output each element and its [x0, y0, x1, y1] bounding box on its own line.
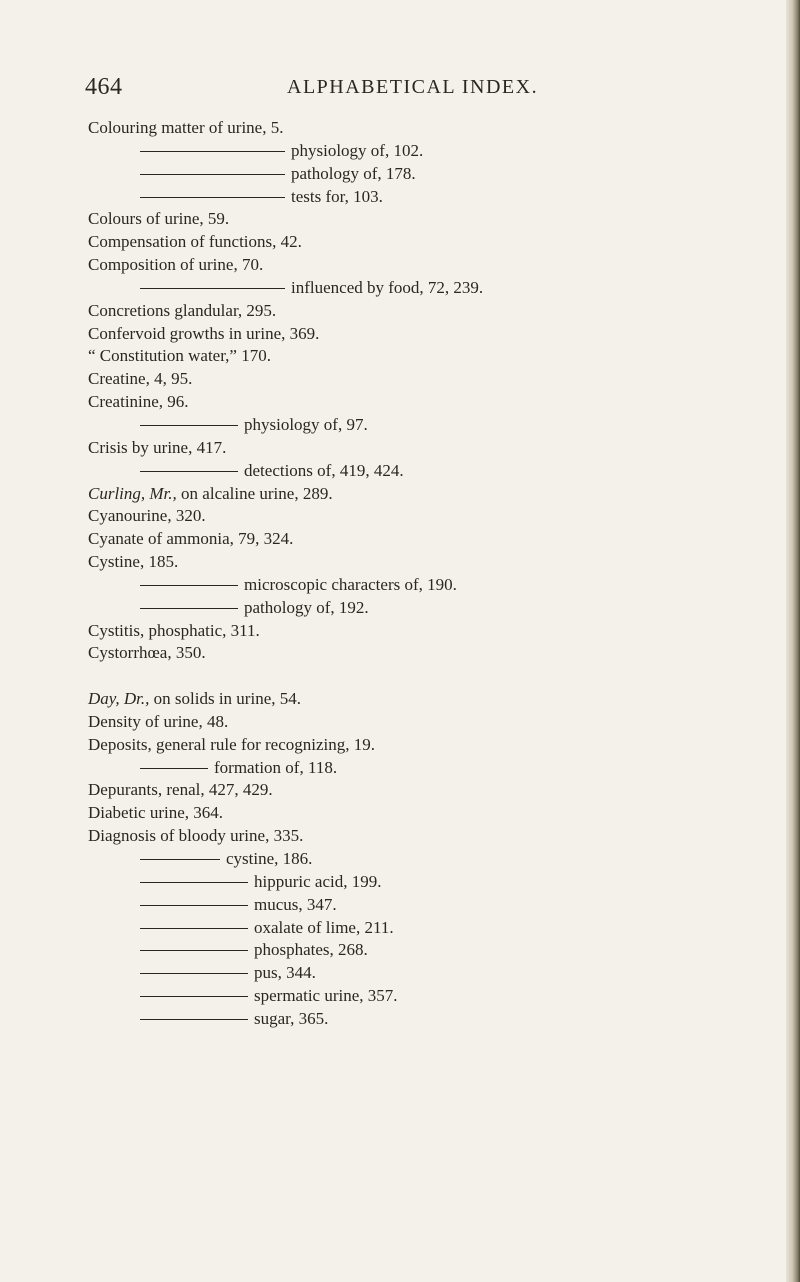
index-entry-text: [88, 735, 375, 754]
index-entry: [88, 323, 728, 346]
index-subentry-text: hippuric acid, 199.: [254, 871, 382, 891]
index-entry: [88, 711, 728, 734]
index-subentry: [88, 163, 728, 186]
index-entry-body: Density of urine, 48.: [88, 711, 229, 731]
index-entry-body: Diabetic urine, 364.: [88, 803, 224, 823]
index-entry-text: [88, 643, 206, 662]
index-entry: [88, 825, 728, 848]
index-subentry-text: pathology of, 178.: [291, 163, 416, 183]
index-subentry-text: physiology of, 97.: [244, 414, 368, 434]
index-entry-body: on solids in urine, 54.: [149, 689, 301, 709]
index-entry-body: Cystorrhœa, 350.: [88, 643, 206, 663]
index-entry: [88, 483, 728, 506]
section-spacer: [88, 665, 728, 688]
index-entry: [88, 300, 728, 323]
index-entry-text: [88, 484, 333, 503]
index-entry-body: Cyanourine, 320.: [88, 506, 206, 526]
index-subentry: [88, 939, 728, 962]
index-entry-text: [88, 552, 178, 571]
index-entry-body: Cystine, 185.: [88, 552, 179, 572]
cited-author: Curling, Mr.,: [88, 483, 177, 503]
index-entry-text: [88, 209, 229, 228]
index-entry-body: Cystitis, phosphatic, 311.: [88, 620, 260, 640]
index-entry-body: Compensation of functions, 42.: [88, 232, 302, 252]
index-entry: [88, 368, 728, 391]
index-subentry-text: cystine, 186.: [226, 849, 313, 868]
ditto-dash: [140, 950, 248, 951]
index-subentry: [88, 848, 728, 871]
ditto-dash: [140, 471, 238, 472]
index-entry-text: [88, 232, 302, 251]
index-entry-body: Colours of urine, 59.: [88, 209, 230, 229]
ditto-dash: [140, 859, 220, 860]
ditto-dash: [140, 996, 248, 997]
index-entry-text: [88, 324, 319, 343]
page-header: [85, 74, 745, 106]
index-entry: [88, 779, 728, 802]
index-entry-text: [88, 301, 276, 320]
index-subentry-text: phosphates, 268.: [254, 940, 368, 960]
index-subentry: [88, 414, 728, 437]
index-subentry-text: microscopic characters of, 190.: [244, 574, 457, 594]
index-entry-body: Creatinine, 96.: [88, 392, 189, 412]
index-entry-text: [88, 438, 226, 457]
index-entry-body: Composition of urine, 70.: [88, 255, 264, 275]
index-subentry-text: spermatic urine, 357.: [254, 986, 398, 1006]
index-subentry-text: formation of, 118.: [214, 757, 338, 777]
index-entry-body: Colouring matter of urine, 5.: [88, 118, 284, 137]
index-entry: [88, 117, 728, 140]
index-entry-text: [88, 621, 260, 640]
index-entry-body: Depurants, renal, 427, 429.: [88, 780, 273, 800]
index-entry-text: [88, 118, 283, 137]
index-entry: [88, 391, 728, 414]
ditto-dash: [140, 608, 238, 609]
index-entry-body: “ Constitution water,” 170.: [88, 346, 271, 366]
ditto-dash: [140, 1019, 248, 1020]
index-entry-text: [88, 369, 192, 388]
cited-author: Day, Dr.,: [88, 689, 150, 709]
index-entry: [88, 642, 728, 665]
ditto-dash: [140, 151, 285, 152]
index-entry-text: [88, 780, 273, 799]
index-entry-text: [88, 255, 263, 274]
index-entry-body: Crisis by urine, 417.: [88, 437, 227, 457]
index-subentry-text: pus, 344.: [254, 963, 316, 983]
index-entry-text: [88, 826, 303, 845]
index-entry-text: [88, 506, 206, 525]
index-subentry: [88, 1008, 728, 1031]
ditto-dash: [140, 197, 285, 198]
index-entry-body: Cyanate of ammonia, 79, 324.: [88, 529, 294, 549]
index-entry: [88, 208, 728, 231]
index-subentry: [88, 574, 728, 597]
ditto-dash: [140, 973, 248, 974]
index-entry-text: [88, 712, 228, 731]
index-entry-text: [88, 529, 293, 548]
index-entry-body: Creatine, 4, 95.: [88, 369, 193, 389]
index-subentry: [88, 917, 728, 940]
index-entry: [88, 254, 728, 277]
ditto-dash: [140, 425, 238, 426]
index-subentry: [88, 277, 728, 300]
index-entry: [88, 620, 728, 643]
index-list: [88, 117, 728, 1031]
index-entry-body: Diagnosis of bloody urine, 335.: [88, 826, 304, 846]
index-entry: [88, 551, 728, 574]
index-entry-text: [88, 346, 271, 365]
ditto-dash: [140, 928, 248, 929]
index-subentry-text: oxalate of lime, 211.: [254, 917, 394, 937]
index-subentry: [88, 985, 728, 1008]
index-entry-text: [88, 392, 189, 411]
index-subentry-text: mucus, 347.: [254, 894, 337, 914]
ditto-dash: [140, 174, 285, 175]
index-entry-body: Confervoid growths in urine, 369.: [88, 323, 320, 343]
ditto-dash: [140, 905, 248, 906]
index-subentry-text: pathology of, 192.: [244, 597, 369, 617]
index-entry-body: on alcaline urine, 289.: [176, 483, 333, 503]
index-subentry: [88, 757, 728, 780]
index-subentry: [88, 460, 728, 483]
index-entry: [88, 505, 728, 528]
index-entry-body: Concretions glandular, 295.: [88, 300, 277, 320]
index-subentry: [88, 140, 728, 163]
index-entry-text: [88, 689, 301, 708]
ditto-dash: [140, 288, 285, 289]
index-subentry-text: sugar, 365.: [254, 1008, 329, 1028]
ditto-dash: [140, 882, 248, 883]
index-subentry-text: detections of, 419, 424.: [244, 460, 404, 480]
index-subentry: [88, 871, 728, 894]
ditto-dash: [140, 585, 238, 586]
index-subentry: [88, 894, 728, 917]
index-entry: [88, 734, 728, 757]
index-entry: [88, 802, 728, 825]
index-entry: [88, 231, 728, 254]
running-title: ALPHABETICAL INDEX.: [287, 76, 539, 98]
index-subentry: [88, 186, 728, 209]
ditto-dash: [140, 768, 208, 769]
index-entry-body: Deposits, general rule for recognizing, 19.: [88, 734, 376, 754]
page-edge: [786, 0, 800, 1282]
index-entry: [88, 437, 728, 460]
index-subentry-text: tests for, 103.: [291, 186, 383, 206]
index-entry-text: [88, 803, 223, 822]
index-subentry: [88, 597, 728, 620]
index-entry: [88, 345, 728, 368]
index-subentry-text: physiology of, 102.: [291, 140, 424, 160]
index-subentry-text: influenced by food, 72, 239.: [291, 277, 484, 297]
index-entry: [88, 688, 728, 711]
index-subentry: [88, 962, 728, 985]
index-entry: [88, 528, 728, 551]
page-number: 464: [85, 74, 123, 100]
